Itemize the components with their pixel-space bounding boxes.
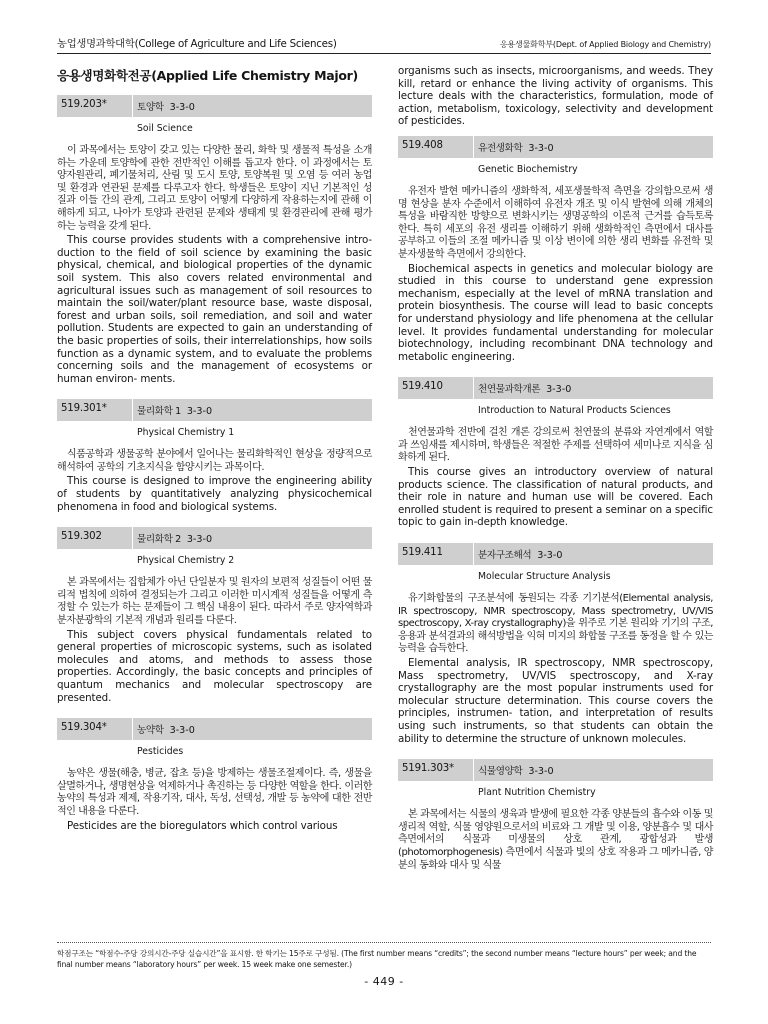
course-name-korean: 토양학	[137, 102, 164, 113]
page-number: - 449 -	[364, 975, 404, 988]
course-block	[57, 718, 372, 832]
course-name-korean: 물리화학 1	[137, 406, 181, 418]
course-block	[398, 543, 713, 745]
course-credits: 3-3-0	[169, 725, 195, 737]
course-name-korean: 분자구조해석	[478, 550, 532, 562]
credit-structure-footnote: 학점구조는 “학점수-주당 강의시간-주당 실습시간”을 표시함. 한 학기는 15주로 구성됨. (The first number means “credits”; the second number means “lecture hours” per week; and the final number means “laboratory hours” per week. 15 week make one semester.)	[57, 949, 697, 969]
course-header	[398, 543, 713, 565]
course-block	[398, 136, 713, 363]
footer-divider	[57, 942, 711, 943]
course-block	[398, 377, 713, 529]
course-name-english: Pesticides	[137, 746, 184, 758]
course-description-english: This course provides students with a comprehensive intro- duction to the field of soil science by examining the basic physical, chemical, and biological properties of the dynamic soil system. This also covers related environmental and agricultural issues such as management of soil resources to maintain the soil/water/plant resource base, waste disposal, forest and urban soils, soil remediation, and soil and water pollution. Students are expected to gain an understanding of the basic properties of soils, their interrelationships, how soils function as a dynamic system, and to evaluate the problems concerning soils and the management of ecosystems or human environ- ments.	[57, 234, 372, 385]
course-title	[478, 140, 554, 154]
course-name-korean: 물리화학 2	[137, 534, 181, 546]
course-title	[137, 403, 212, 417]
major-title: 응용생명화학전공(Applied Life Chemistry Major)	[57, 68, 358, 83]
course-code: 519.408	[402, 139, 443, 151]
course-description-korean: 이 과목에서는 토양이 갖고 있는 다양한 물리, 화학 및 생물적 특성을 소개하는 가운데 토양학에 관한 전반적인 이해를 돕고자 한다. 이 과정에서는 토양자원관리, 폐기물처리, 산림 및 도시 토양, 토양복원 및 오염 등 여러 농업 및 환경과 연관된 문제를 다루고자 한다. 학생들은 토양이 지닌 기본적인 성질과 이들 간의 관계, 그리고 토양이 어떻게 다양하게 작용하는지에 관해 이해하게 되고, 나아가 토양과 관련된 문제와 생태계 및 환경관리에 관해 평가하는 능력을 갖게 된다.	[57, 145, 372, 232]
course-credits: 3-3-0	[546, 384, 572, 396]
course-code: 519.411	[402, 547, 443, 559]
course-header	[57, 399, 372, 421]
course-description-english: Elemental analysis, IR spectroscopy, NMR spectroscopy, Mass spectrometry, UV/VIS spectroscopy, and X-ray crystallography are the most popular instruments used for molecular structure determination. This course covers the principles, instrumen- tation, and interpretation of results using such instruments, so that students can obtain the ability to determine the structure of unknown molecules.	[398, 657, 713, 745]
course-credits: 3-3-0	[528, 766, 554, 778]
course-name-english: Genetic Biochemistry	[478, 163, 578, 175]
course-description-korean: 유기화합물의 구조분석에 동원되는 각종 기기분석(Elemental analysis, IR spectroscopy, NMR spectroscopy, Mass spectrometry, UV/VIS spectroscopy, X-ray crystallography)을 위주로 기본 원리와 기기의 구조, 응용과 분석결과의 해석방법을 익혀 미지의 화합물 구조를 동정을 할 수 있는 능력을 습득한다.	[398, 593, 713, 655]
course-name-english: Plant Nutrition Chemistry	[478, 787, 596, 799]
course-block	[398, 759, 713, 872]
pesticides-description-continued: organisms such as insects, microorganisms, and weeds. They kill, retard or enhance the living activity of organisms. This lecture deals with the characteristics, formulation, mode of action, metabolism, toxicology, selectivity and development of pesticides.	[398, 65, 713, 128]
course-header	[57, 718, 372, 740]
course-credits: 3-3-0	[186, 406, 213, 418]
course-header	[398, 377, 713, 399]
course-description-english: Pesticides are the bioregulators which control various	[67, 819, 338, 832]
course-description-korean: 본 과목에서는 집합체가 아닌 단일분자 및 원자의 보편적 성질들이 어떤 물리적 법칙에 의하여 결정되는가 그리고 이러한 미시계적 성질들을 어떻게 측정할 수 있는가 하는 문제들이 그 핵심 내용이 된다. 따라서 주로 양자역학과 분자분광학의 기본적 개념과 원리를 다룬다.	[57, 577, 372, 627]
course-name-korean: 농약학	[137, 725, 164, 737]
course-credits: 3-3-0	[186, 534, 213, 546]
course-title	[478, 547, 562, 561]
course-header	[57, 527, 372, 549]
course-block	[57, 527, 372, 704]
header-college: 농업생명과학대학(College of Agriculture and Life Sciences)	[57, 38, 337, 50]
course-block	[57, 95, 372, 385]
course-description-korean: 농약은 생물(해충, 병균, 잡초 등)을 방제하는 생물조절제이다. 즉, 생물을 살멸하거나, 생명현상을 억제하거나 촉진하는 등 다양한 역할을 한다. 이러한 농약의 특성과 제제, 작용기작, 대사, 독성, 선택성, 개발 등 농약에 대한 전반적인 내용을 다룬다.	[57, 768, 372, 817]
right-column	[398, 65, 713, 886]
course-name-korean: 천연물과학개론	[478, 384, 541, 396]
left-column	[57, 65, 372, 846]
course-name-korean: 유전생화학	[478, 142, 523, 154]
course-title	[137, 722, 195, 736]
course-name-english: Physical Chemistry 2	[137, 555, 235, 567]
course-header	[398, 136, 713, 158]
course-code: 519.410	[402, 381, 443, 393]
course-name-english: Physical Chemistry 1	[137, 427, 235, 439]
course-description-korean: 유전자 발현 메카니즘의 생화학적, 세포생물학적 측면을 강의함으로써 생명 현상을 분자 수준에서 이해하여 유전자 개조 및 이식 발현에 의해 개체의 특성을 바람직한 방향으로 변화시키는 생명공학의 이론적 근거를 습득토록 한다. 특히 세포의 유전 생리를 이해하기 위해 생화학적인 측면에서 대사를 공부하고 이들의 조절 메카니즘 및 이상 변이에 의한 생리 변화를 유전학 및 분자생물학 측면에서 강의한다.	[398, 185, 713, 260]
running-header	[57, 33, 711, 54]
course-credits: 3-3-0	[528, 142, 554, 154]
course-header	[398, 759, 713, 781]
course-name-english: Introduction to Natural Products Sciences	[478, 405, 671, 417]
course-description-english: Biochemical aspects in genetics and molecular biology are studied in this course to understand gene expression mechanism, especially at the level of mRNA translation and protein biosynthesis. The course will lead to basic concepts for understand physiology and life phenomena at the cellular level. It provides fundamental understanding for molecular biotechnology, including recombinant DNA technology and metabolic engineering.	[398, 262, 713, 363]
course-header	[57, 95, 372, 117]
course-title	[478, 763, 554, 777]
course-block	[57, 399, 372, 513]
header-department: 응용생물화학부(Dept. of Applied Biology and Chemistry)	[499, 40, 711, 49]
course-code: 519.304*	[61, 722, 107, 734]
course-description-english: This course is designed to improve the engineering ability of students by quantitatively analyzing physicochemical phenomena in food and biological systems.	[57, 475, 372, 513]
course-credits: 3-3-0	[169, 102, 195, 113]
course-code: 519.203*	[61, 99, 107, 110]
course-description-korean: 천연물과학 전반에 걸친 개론 강의로써 천연물의 분류와 자연계에서 역할과 쓰임새를 제시하며, 학생들은 적절한 주제를 선택하여 세미나로 지식을 심화하게 된다.	[398, 427, 713, 464]
course-description-english: This course gives an introductory overview of natural products science. The classification of natural products, and their role in nature and human use will be covered. Each enrolled student is required to present a seminar on a specific topic to gain in-depth knowledge.	[398, 466, 713, 529]
course-title	[137, 531, 212, 545]
course-description-korean: 식품공학과 생물공학 분야에서 일어나는 물리화학적인 현상을 정량적으로 해석하여 공학의 기초지식을 함양시키는 과목이다.	[57, 449, 372, 473]
course-title	[137, 99, 195, 113]
course-description-korean: 본 과목에서는 식물의 생육과 발생에 필요한 각종 양분들의 흡수와 이동 및 생리적 역할, 식물 영양원으로서의 비료와 그 개발 및 이용, 양분흡수 및 대사 측면에서의 식물과 미생물의 상호 관계, 광합성과 발생(photomorphogenesis) 측면에서 식물과 빛의 상호 작용과 그 메카니즘, 양분의 동화와 대사 및 식물	[398, 809, 713, 871]
course-name-korean: 식물영양학	[478, 766, 523, 778]
course-title	[478, 381, 571, 395]
course-credits: 3-3-0	[537, 550, 563, 562]
course-name-english: Soil Science	[137, 123, 193, 134]
course-code: 5191.303*	[402, 763, 454, 775]
course-code: 519.302	[61, 531, 102, 543]
course-description-english: This subject covers physical fundamentals related to general properties of microscopic systems, such as isolated molecules and atoms, and methods to assess those properties. Accordingly, the basic concepts and principles of quantum mechanics and molecular spectroscopy are presented.	[57, 628, 372, 704]
course-name-english: Molecular Structure Analysis	[478, 571, 611, 583]
course-code: 519.301*	[61, 403, 107, 415]
